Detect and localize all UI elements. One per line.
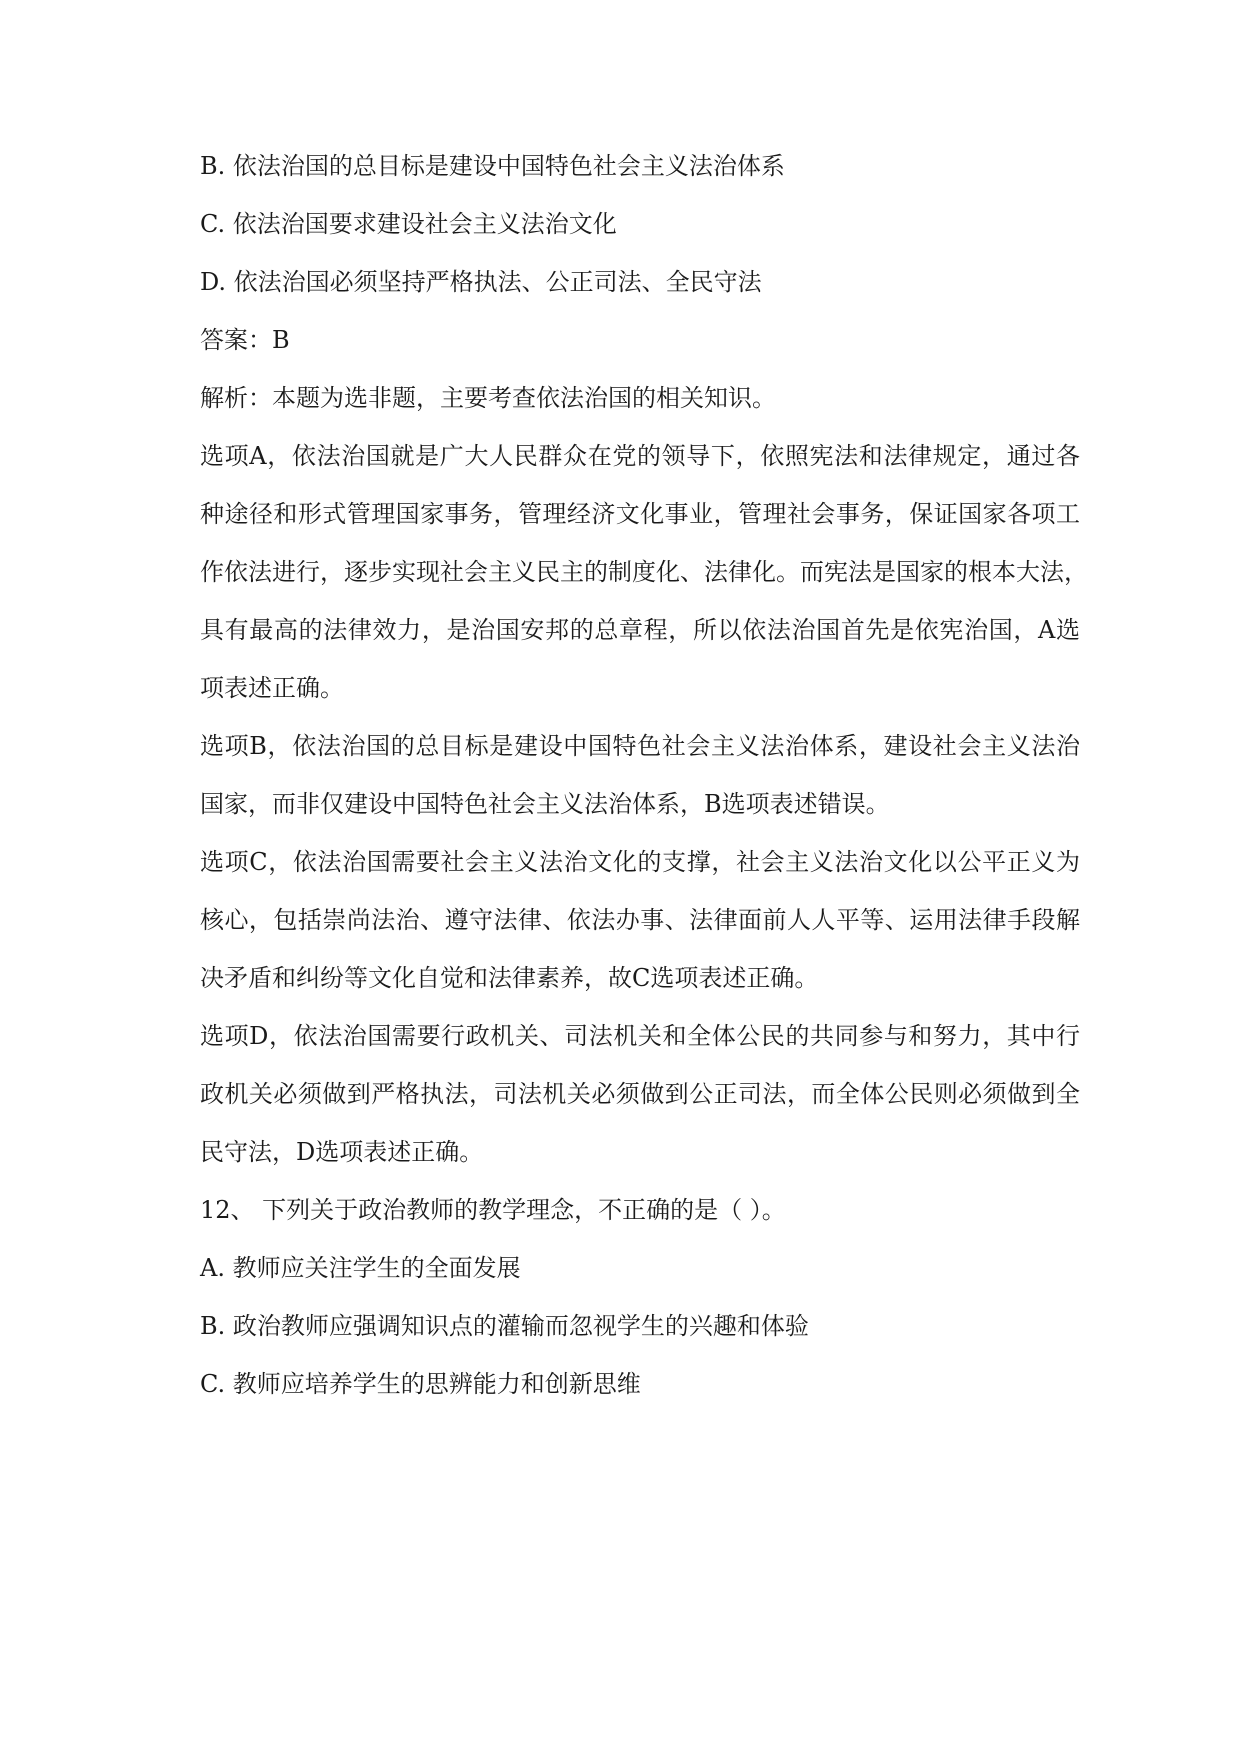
question-12-stem: 12、 下列关于政治教师的教学理念，不正确的是（ ）。 bbox=[200, 1196, 786, 1224]
analysis-c-line-1: 选项C，依法治国需要社会主义法治文化的支撑，社会主义法治文化以公平正义为 bbox=[200, 848, 1080, 876]
option-d-line: D. 依法治国必须坚持严格执法、公正司法、全民守法 bbox=[200, 268, 762, 296]
question-12-option-c: C. 教师应培养学生的思辨能力和创新思维 bbox=[200, 1370, 641, 1398]
question-12-option-a: A. 教师应关注学生的全面发展 bbox=[200, 1254, 521, 1282]
analysis-a-line-3: 作依法进行，逐步实现社会主义民主的制度化、法律化。而宪法是国家的根本大法， bbox=[200, 558, 1088, 586]
question-12-option-b: B. 政治教师应强调知识点的灌输而忽视学生的兴趣和体验 bbox=[200, 1312, 809, 1340]
analysis-c-line-2: 核心，包括崇尚法治、遵守法律、依法办事、法律面前人人平等、运用法律手段解 bbox=[200, 906, 1080, 934]
analysis-b-line-1: 选项B，依法治国的总目标是建设中国特色社会主义法治体系，建设社会主义法治 bbox=[200, 732, 1080, 760]
analysis-d-line-2: 政机关必须做到严格执法，司法机关必须做到公正司法，而全体公民则必须做到全 bbox=[200, 1080, 1080, 1108]
answer-line: 答案：B bbox=[200, 326, 290, 354]
analysis-a-line-1: 选项A，依法治国就是广大人民群众在党的领导下，依照宪法和法律规定，通过各 bbox=[200, 442, 1080, 470]
analysis-d-line-3: 民守法，D选项表述正确。 bbox=[200, 1138, 484, 1166]
analysis-a-line-4: 具有最高的法律效力，是治国安邦的总章程，所以依法治国首先是依宪治国，A选 bbox=[200, 616, 1080, 644]
analysis-d-line-1: 选项D，依法治国需要行政机关、司法机关和全体公民的共同参与和努力，其中行 bbox=[200, 1022, 1080, 1050]
option-b-line: B. 依法治国的总目标是建设中国特色社会主义法治体系 bbox=[200, 152, 785, 180]
analysis-intro-line: 解析：本题为选非题，主要考查依法治国的相关知识。 bbox=[200, 384, 776, 412]
analysis-b-line-2: 国家，而非仅建设中国特色社会主义法治体系，B选项表述错误。 bbox=[200, 790, 890, 818]
analysis-a-line-2: 种途径和形式管理国家事务，管理经济文化事业，管理社会事务，保证国家各项工 bbox=[200, 500, 1080, 528]
analysis-c-line-3: 决矛盾和纠纷等文化自觉和法律素养，故C选项表述正确。 bbox=[200, 964, 819, 992]
option-c-line: C. 依法治国要求建设社会主义法治文化 bbox=[200, 210, 617, 238]
analysis-a-line-5: 项表述正确。 bbox=[200, 674, 344, 702]
